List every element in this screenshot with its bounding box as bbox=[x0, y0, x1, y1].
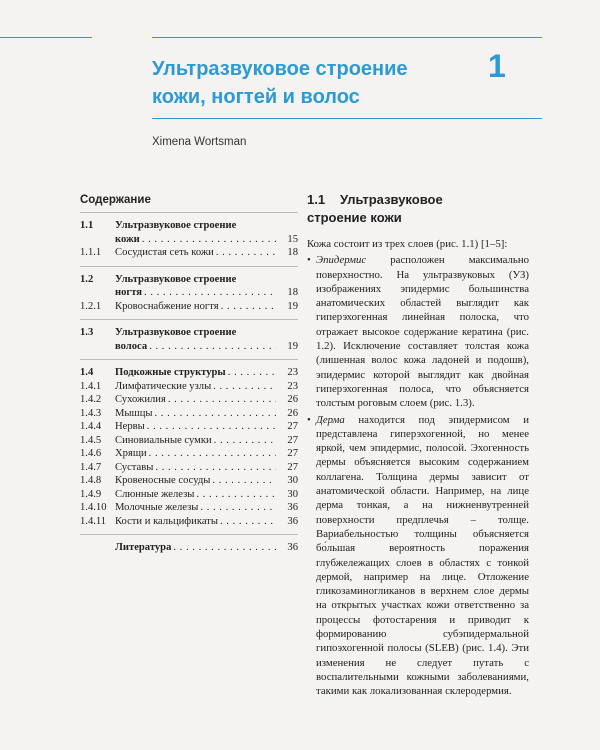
toc-leader-dots bbox=[220, 515, 276, 529]
toc-entry-title bbox=[115, 326, 276, 340]
toc-entry-page: 23 bbox=[287, 380, 298, 392]
toc-leader-dots bbox=[149, 340, 276, 354]
toc-divider bbox=[80, 319, 298, 320]
toc-entry bbox=[80, 286, 298, 300]
toc-entry-page: 18 bbox=[287, 287, 298, 298]
bullet-term: Эпидермис bbox=[316, 254, 367, 267]
table-of-contents bbox=[80, 194, 298, 555]
toc-entry-title bbox=[115, 380, 276, 394]
toc-entry-number: 1.2.1 bbox=[80, 300, 102, 312]
toc-divider bbox=[80, 212, 298, 213]
bullet-term: Дерма bbox=[316, 413, 345, 426]
toc-leader-dots bbox=[196, 488, 276, 502]
toc-entry-number: 1.4.7 bbox=[80, 461, 102, 473]
toc-entry-text: Суставы bbox=[115, 461, 154, 473]
toc-entry-text: Молочные железы bbox=[115, 502, 199, 513]
toc-entry-text: Ультразвуковое строение bbox=[115, 327, 237, 338]
toc-entry-title bbox=[115, 393, 276, 407]
toc-entry bbox=[80, 474, 298, 488]
toc-entry-page: 36 bbox=[287, 542, 298, 553]
section-number: 1.1 bbox=[307, 192, 326, 207]
section-intro: Кожа состоит из трех слоев (рис. 1.1) [1–5]: bbox=[307, 238, 508, 250]
toc-entry-text: Сосудистая сеть кожи bbox=[115, 247, 214, 258]
toc-divider bbox=[80, 266, 298, 267]
toc-entry-page: 19 bbox=[287, 340, 298, 352]
toc-leader-dots bbox=[154, 407, 276, 421]
toc-entry-page: 19 bbox=[287, 300, 298, 312]
toc-entry-text: Кости и кальцификаты bbox=[115, 515, 218, 527]
toc-entry-page: 27 bbox=[287, 461, 298, 473]
toc-entry-title bbox=[115, 434, 276, 448]
toc-entry-text: ногтя bbox=[115, 287, 143, 298]
toc-entry bbox=[80, 233, 298, 247]
toc-entries bbox=[80, 219, 298, 555]
toc-entry bbox=[80, 340, 298, 354]
author-name: Ximena Wortsman bbox=[152, 136, 247, 148]
toc-entry-page: 36 bbox=[287, 515, 298, 527]
toc-entry-text: Подкожные структуры bbox=[115, 367, 226, 378]
toc-leader-dots bbox=[213, 380, 276, 394]
toc-entry bbox=[80, 407, 298, 421]
toc-entry bbox=[80, 219, 298, 233]
toc-entry-title bbox=[115, 447, 276, 461]
toc-entry bbox=[80, 434, 298, 448]
toc-entry-title bbox=[115, 420, 276, 434]
toc-entry-title bbox=[115, 515, 276, 529]
toc-entry bbox=[80, 501, 298, 515]
toc-entry-title bbox=[115, 407, 276, 421]
toc-entry-number: 1.4.9 bbox=[80, 488, 102, 500]
toc-entry-text: Ультразвуковое строение bbox=[115, 273, 237, 285]
toc-divider bbox=[80, 359, 298, 360]
toc-leader-dots bbox=[216, 246, 276, 260]
toc-entry bbox=[80, 420, 298, 434]
bullet-text: расположен максимально поверхностно. На ультразвуковых (УЗ) изображениях эпидермис большинства анатомических областей выглядит как гиперэхогенная линейная полоска, что отражает высокое содержание кератина (рис. 1.2). Исключение составляет толстая кожа (лишенная волос кожа ладоней и подошв), эпидермис которой выглядит как двойная гиперэхогенная полоса, что объясняется толстым роговым слоем (рис. 1.3). bbox=[316, 254, 529, 410]
toc-entry-title bbox=[115, 461, 276, 475]
toc-entry bbox=[80, 541, 298, 555]
toc-leader-dots bbox=[212, 474, 276, 488]
toc-entry-page: 23 bbox=[287, 367, 298, 378]
toc-entry bbox=[80, 447, 298, 461]
toc-entry-number: 1.3 bbox=[80, 327, 94, 338]
toc-entry-text: Сухожилия bbox=[115, 394, 166, 405]
toc-entry bbox=[80, 380, 298, 394]
section-title-line2: строение кожи bbox=[307, 210, 402, 225]
toc-leader-dots bbox=[228, 366, 276, 380]
toc-entry-number: 1.1.1 bbox=[80, 247, 102, 258]
toc-leader-dots bbox=[144, 286, 276, 300]
toc-entry-page: 36 bbox=[287, 502, 298, 513]
toc-entry-title bbox=[115, 501, 276, 515]
toc-entry bbox=[80, 246, 298, 260]
toc-entry-page: 18 bbox=[287, 247, 298, 258]
toc-entry-title bbox=[115, 246, 276, 260]
toc-entry bbox=[80, 366, 298, 380]
bullet-text: находится под эпидермисом и представлена гиперэхогенной, но менее яркой, чем эпидермис, полосой. Эхогенность дермы объясняется высоким содержанием коллагена. Толщина дермы зависит от анатомической области. Например, на лице дерма тонкая, а на нижненвутренней поверхности предплечья – толще. Вариабельностью толщины объясняется бо́льшая вероятность поражения глубжележащих слоев в областях с тонкой дермой, например на лице. Отложение гликозаминогликанов в верхнем слое дермы на открытых участках кожи ответственно за процессы фотостарения и приводит к формированию субэпидермальной гипоэхогенной полосы (SLEB) (рис. 1.4). Эти изменения не следует путать с воспалительными кожными заболеваниями, такими как локализованная склеродермия. bbox=[316, 413, 529, 698]
toc-entry-number: 1.2 bbox=[80, 273, 94, 285]
title-rule bbox=[152, 118, 542, 119]
toc-entry-page: 26 bbox=[287, 394, 298, 405]
bullet-dermis bbox=[307, 413, 529, 699]
toc-leader-dots bbox=[142, 233, 276, 247]
toc-entry-text: кожи bbox=[115, 233, 140, 245]
toc-leader-dots bbox=[221, 300, 276, 314]
toc-entry bbox=[80, 515, 298, 529]
toc-entry-number: 1.4.4 bbox=[80, 421, 102, 432]
toc-entry-text: Литература bbox=[115, 542, 172, 553]
toc-entry-title bbox=[115, 340, 276, 354]
toc-entry-text: Хрящи bbox=[115, 448, 147, 459]
toc-entry-title bbox=[115, 233, 276, 247]
bullet-epidermis bbox=[307, 253, 529, 410]
toc-leader-dots bbox=[214, 434, 276, 448]
toc-entry-text: Слюнные железы bbox=[115, 488, 195, 500]
section-title-line1: Ультразвуковое bbox=[340, 192, 443, 207]
toc-entry bbox=[80, 488, 298, 502]
toc-entry-page: 30 bbox=[287, 488, 298, 500]
toc-entry-number: 1.4.6 bbox=[80, 448, 102, 459]
toc-entry bbox=[80, 300, 298, 314]
toc-entry-title bbox=[115, 541, 276, 555]
top-rule-right bbox=[152, 37, 542, 38]
toc-leader-dots bbox=[200, 501, 276, 515]
toc-leader-dots bbox=[147, 420, 276, 434]
toc-entry-title bbox=[115, 474, 276, 488]
toc-leader-dots bbox=[149, 447, 276, 461]
toc-entry-number: 1.4.1 bbox=[80, 380, 102, 392]
toc-entry bbox=[80, 393, 298, 407]
toc-leader-dots bbox=[168, 393, 276, 407]
toc-entry-text: Лимфатические узлы bbox=[115, 380, 212, 392]
toc-entry-title bbox=[115, 366, 276, 380]
toc-entry-number: 1.1 bbox=[80, 220, 94, 231]
toc-entry-number: 1.4.5 bbox=[80, 434, 102, 446]
toc-entry-page: 27 bbox=[287, 448, 298, 459]
toc-entry-page: 26 bbox=[287, 407, 298, 419]
toc-entry-title bbox=[115, 273, 276, 287]
toc-entry bbox=[80, 326, 298, 340]
chapter-title-line2: кожи, ногтей и волос bbox=[152, 86, 360, 108]
toc-entry-number: 1.4.3 bbox=[80, 407, 102, 419]
toc-entry bbox=[80, 273, 298, 287]
toc-leader-dots bbox=[173, 541, 276, 555]
toc-entry-page: 27 bbox=[287, 434, 298, 446]
toc-entry-number: 1.4.10 bbox=[80, 502, 107, 513]
toc-entry-number: 1.4 bbox=[80, 367, 94, 378]
toc-entry-title bbox=[115, 219, 276, 233]
toc-entry-number: 1.4.8 bbox=[80, 475, 102, 486]
toc-entry-text: Нервы bbox=[115, 421, 145, 432]
toc-entry-text: Мышцы bbox=[115, 407, 153, 419]
toc-entry-number: 1.4.2 bbox=[80, 394, 102, 405]
toc-entry bbox=[80, 461, 298, 475]
section-heading bbox=[307, 191, 527, 227]
toc-leader-dots bbox=[155, 461, 276, 475]
toc-divider bbox=[80, 534, 298, 535]
chapter-title bbox=[152, 55, 472, 111]
toc-entry-title bbox=[115, 286, 276, 300]
toc-entry-page: 30 bbox=[287, 475, 298, 486]
toc-entry-page: 15 bbox=[287, 233, 298, 245]
toc-entry-text: Синовиальные сумки bbox=[115, 434, 212, 446]
toc-entry-title bbox=[115, 300, 276, 314]
chapter-number: 1 bbox=[488, 48, 506, 84]
top-rule-left bbox=[0, 37, 92, 38]
toc-entry-page: 27 bbox=[287, 421, 298, 432]
toc-entry-text: Ультразвуковое строение bbox=[115, 220, 237, 231]
section-body bbox=[307, 237, 529, 701]
toc-entry-number: 1.4.11 bbox=[80, 515, 107, 527]
chapter-title-line1: Ультразвуковое строение bbox=[152, 58, 408, 80]
toc-entry-text: Кровоснабжение ногтя bbox=[115, 300, 219, 312]
toc-heading: Содержание bbox=[80, 194, 151, 206]
toc-entry-text: Кровеносные сосуды bbox=[115, 475, 211, 486]
toc-entry-title bbox=[115, 488, 276, 502]
toc-entry-text: волоса bbox=[115, 340, 148, 352]
